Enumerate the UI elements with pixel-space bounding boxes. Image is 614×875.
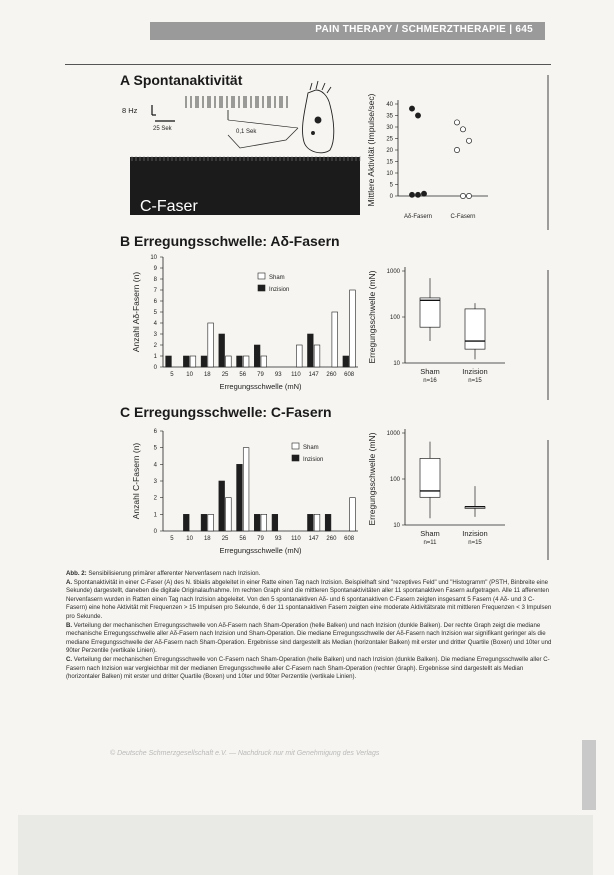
x-tick-label: 93 bbox=[274, 372, 282, 378]
x-tick-label: 56 bbox=[239, 536, 247, 542]
page-footer: © Deutsche Schmerzgesellschaft e.V. — Nachdruck nur mit Genehmigung des Verlags bbox=[110, 750, 380, 757]
box-category-label: Sham bbox=[420, 367, 440, 376]
x-tick-label: 25 bbox=[221, 372, 229, 378]
box-category-label: Sham bbox=[420, 529, 440, 538]
box bbox=[465, 309, 485, 349]
trace-label: C-Faser bbox=[140, 198, 198, 215]
bar-sham bbox=[314, 514, 320, 531]
x-tick-label: 10 bbox=[186, 372, 193, 378]
bar-inzision bbox=[183, 514, 189, 531]
y-tick-label: 1 bbox=[153, 512, 157, 519]
panel-c-box-plot bbox=[367, 429, 505, 546]
scale-hz: 8 Hz bbox=[122, 106, 138, 115]
y-tick-label: 20 bbox=[386, 148, 393, 154]
x-category-label: C-Fasern bbox=[450, 214, 476, 220]
box-n-label: n=11 bbox=[423, 540, 437, 546]
legend-swatch-inzision bbox=[292, 455, 299, 461]
data-point bbox=[454, 120, 459, 125]
data-point bbox=[466, 193, 471, 198]
bar-inzision bbox=[308, 334, 314, 367]
bar-inzision bbox=[219, 334, 225, 367]
x-tick-label: 25 bbox=[221, 536, 229, 542]
y-tick-label: 10 bbox=[393, 523, 400, 529]
y-tick-label: 100 bbox=[389, 315, 400, 321]
bar-sham bbox=[350, 498, 356, 531]
x-tick-label: 18 bbox=[203, 536, 211, 542]
data-point bbox=[415, 192, 420, 197]
data-point bbox=[460, 193, 465, 198]
y-tick-label: 6 bbox=[153, 299, 157, 305]
legend-swatch-sham bbox=[258, 273, 265, 279]
y-tick-label: 3 bbox=[153, 479, 157, 485]
legend-swatch-sham bbox=[292, 443, 299, 449]
legend-sham: Sham bbox=[269, 275, 285, 281]
x-tick-label: 260 bbox=[326, 372, 337, 378]
panel-c-bar-chart bbox=[131, 429, 358, 555]
y-tick-label: 8 bbox=[153, 277, 157, 283]
foot-illustration bbox=[303, 81, 334, 153]
bar-inzision bbox=[254, 514, 260, 531]
y-tick-label: 40 bbox=[386, 102, 393, 108]
y-axis-label: Anzahl C-Fasern (n) bbox=[131, 442, 141, 520]
scale-sek2: 0,1 Sek bbox=[236, 129, 257, 135]
legend-inzision: Inzision bbox=[303, 457, 324, 463]
caption-lead: Abb. 2: bbox=[66, 570, 87, 577]
data-point bbox=[409, 192, 414, 197]
bar-sham bbox=[226, 498, 232, 531]
legend-inzision: Inzision bbox=[269, 287, 290, 293]
y-tick-label: 30 bbox=[386, 125, 393, 131]
x-tick-label: 5 bbox=[170, 372, 174, 378]
bar-inzision bbox=[201, 514, 207, 531]
bar-sham bbox=[226, 356, 232, 367]
x-tick-label: 5 bbox=[170, 536, 174, 542]
y-tick-label: 10 bbox=[150, 255, 157, 261]
box-n-label: n=16 bbox=[423, 378, 437, 384]
x-tick-label: 110 bbox=[291, 372, 301, 378]
y-tick-label: 0 bbox=[389, 194, 393, 200]
bar-inzision bbox=[183, 356, 189, 367]
y-tick-label: 9 bbox=[153, 266, 157, 272]
y-tick-label: 10 bbox=[393, 361, 400, 367]
bar-inzision bbox=[219, 481, 225, 531]
data-point bbox=[409, 106, 414, 111]
panel-a-title: A Spontanaktivität bbox=[120, 72, 243, 88]
y-tick-label: 2 bbox=[153, 495, 157, 502]
panel-a-recording bbox=[122, 81, 360, 215]
bar-inzision bbox=[325, 514, 331, 531]
bar-sham bbox=[243, 356, 249, 367]
bar-inzision bbox=[272, 514, 278, 531]
bar-sham bbox=[296, 345, 302, 367]
y-axis-label: Mittlere Aktivität (Impulse/sec) bbox=[366, 93, 376, 207]
caption-title: Sensibilisierung primärer afferenter Nervenfasern nach Inzision. bbox=[86, 570, 261, 577]
data-point bbox=[466, 138, 471, 143]
y-tick-label: 25 bbox=[386, 136, 393, 143]
x-category-label: Aδ-Fasern bbox=[403, 214, 433, 220]
bar-inzision bbox=[254, 345, 260, 367]
data-point bbox=[415, 113, 420, 118]
x-tick-label: 260 bbox=[326, 536, 337, 542]
box-category-label: Inzision bbox=[462, 529, 488, 538]
box-category-label: Inzision bbox=[462, 367, 488, 376]
y-axis-label: Erregungsschwelle (mN) bbox=[367, 432, 377, 526]
bar-inzision bbox=[237, 356, 243, 367]
y-tick-label: 4 bbox=[153, 462, 157, 469]
bar-sham bbox=[190, 356, 196, 367]
figure-caption bbox=[66, 570, 552, 682]
x-tick-label: 18 bbox=[203, 372, 211, 378]
y-tick-label: 1 bbox=[153, 354, 157, 360]
box bbox=[420, 298, 440, 327]
bar-sham bbox=[350, 290, 356, 367]
header-title: PAIN THERAPY / SCHMERZTHERAPIE | 645 bbox=[315, 24, 533, 35]
caption-c: Verteilung der mechanischen Erregungsschwelle von C-Fasern nach Sham-Operation (helle Balken) und nach Inzision (dunkle Balken). Die mediane Erregungsschwelle aller C-Fasern nach Inzision war vergleichbar mit der medianen Erregungsschwelle aller C-Fasern nach Sham-Operation (rechter Graph). Ergebnisse sind dargestellt als Median (horizontaler Balken) mit erster und dritter Quartile (Boxen) und 10ter und 90ter Perzentile (vertikale Linien). bbox=[66, 655, 550, 681]
bar-sham bbox=[208, 323, 214, 367]
x-tick-label: 608 bbox=[344, 372, 355, 378]
y-tick-label: 5 bbox=[153, 445, 157, 452]
bar-sham bbox=[332, 312, 338, 367]
box-n-label: n=15 bbox=[468, 378, 482, 384]
caption-a: Spontanaktivität in einer C-Faser (A) des N. tibialis abgeleitet in einer Ratte einen Tag nach Inzision. Beispielhaft sind "rezeptives Feld" und "Histogramm" (PSTH, Binbreite eine Sekunde) dargestellt, daneben die digitale Originalaufnahme. Im rechten Graph sind die mittleren Spontanaktivitäten aller 11 spontanaktiven Fasern aufgetragen. Alle 11 afferenten Nervenfasern wurden in Ratten einen Tag nach Inzision abgeleitet. Von den 5 spontanaktiven Aδ- und 6 spontanaktiven C-Fasern zeigten insgesamt 5 Fasern (4 Aδ- und 3 C-Fasern) eine hohe Aktivität mit Frequenzen > 15 Impulsen pro Sekunde, 6 der 11 spontanaktiven Fasern zeigten eine moderate Aktivitätsrate mit mittleren Frequenzen < 3 Impulsen pro Sekunde. bbox=[66, 578, 552, 620]
x-axis-label: Erregungsschwelle (mN) bbox=[219, 546, 302, 555]
bar-sham bbox=[261, 356, 267, 367]
x-tick-label: 147 bbox=[308, 372, 319, 378]
x-tick-label: 147 bbox=[308, 536, 319, 542]
scale-sek: 25 Sek bbox=[153, 126, 172, 132]
caption-b-lead: B. bbox=[66, 621, 73, 629]
caption-a-lead: A. bbox=[66, 578, 73, 586]
box-n-label: n=15 bbox=[468, 540, 482, 546]
y-tick-label: 0 bbox=[153, 365, 157, 371]
data-point bbox=[421, 191, 426, 196]
edge-strip bbox=[582, 740, 596, 810]
y-tick-label: 100 bbox=[389, 477, 400, 483]
x-tick-label: 93 bbox=[274, 536, 282, 542]
legend-sham: Sham bbox=[303, 445, 319, 451]
x-tick-label: 79 bbox=[257, 536, 264, 542]
legend-swatch-inzision bbox=[258, 285, 265, 291]
panel-b-title: B Erregungsschwelle: Aδ-Fasern bbox=[120, 233, 340, 249]
bar-inzision bbox=[237, 464, 243, 531]
data-point bbox=[454, 147, 459, 152]
x-tick-label: 608 bbox=[344, 536, 355, 542]
panel-c-title: C Erregungsschwelle: C-Fasern bbox=[120, 404, 332, 420]
y-tick-label: 35 bbox=[386, 113, 393, 120]
y-tick-label: 1000 bbox=[386, 269, 400, 275]
bar-sham bbox=[243, 448, 249, 531]
y-tick-label: 4 bbox=[153, 321, 157, 327]
y-tick-label: 1000 bbox=[386, 431, 400, 437]
data-point bbox=[460, 127, 465, 132]
bar-sham bbox=[314, 345, 320, 367]
y-tick-label: 10 bbox=[386, 171, 393, 177]
bottom-band bbox=[18, 815, 593, 875]
panel-a-scatter bbox=[366, 93, 488, 220]
caption-b: Verteilung der mechanischen Erregungsschwelle von Aδ-Fasern nach Sham-Operation (helle Balken) und nach Inzision (dunkle Balken). Der rechte Graph zeigt die mediane mechanische Erregungsschwelle aller Aδ-Fasern nach Inzision und Sham-Operation. Die mediane Erregungsschwelle der Aδ-Fasern nach Inzision war signifikant geringer als die mediane Erregungsschwelle der Aδ-Fasern nach Sham-Operation. Ergebnisse sind dargestellt als Median (horizontaler Balken) mit erster und dritter Quartile (Boxen) und 10ter und 90ter Perzentile (vertikale Linien). bbox=[66, 621, 552, 655]
x-axis-label: Erregungsschwelle (mN) bbox=[219, 382, 302, 391]
y-axis-label: Erregungsschwelle (mN) bbox=[367, 270, 377, 364]
y-tick-label: 0 bbox=[153, 529, 157, 535]
bar-inzision bbox=[201, 356, 207, 367]
y-axis-label: Anzahl Aδ-Fasern (n) bbox=[131, 271, 141, 353]
y-tick-label: 6 bbox=[153, 429, 157, 435]
y-tick-label: 15 bbox=[386, 159, 393, 166]
panel-b-box-plot bbox=[367, 267, 505, 384]
bar-inzision bbox=[308, 514, 314, 531]
y-tick-label: 5 bbox=[153, 310, 157, 316]
y-tick-label: 5 bbox=[389, 182, 393, 189]
bar-sham bbox=[261, 514, 267, 531]
x-tick-label: 79 bbox=[257, 372, 264, 378]
x-tick-label: 10 bbox=[186, 536, 193, 542]
bar-inzision bbox=[166, 356, 172, 367]
bar-inzision bbox=[343, 356, 349, 367]
x-tick-label: 56 bbox=[239, 372, 247, 378]
bar-sham bbox=[208, 514, 214, 531]
panel-b-bar-chart bbox=[131, 255, 358, 391]
y-tick-label: 2 bbox=[153, 343, 157, 349]
y-tick-label: 3 bbox=[153, 332, 157, 338]
x-tick-label: 110 bbox=[291, 536, 301, 542]
y-tick-label: 7 bbox=[153, 288, 157, 294]
caption-c-lead: C. bbox=[66, 655, 73, 663]
